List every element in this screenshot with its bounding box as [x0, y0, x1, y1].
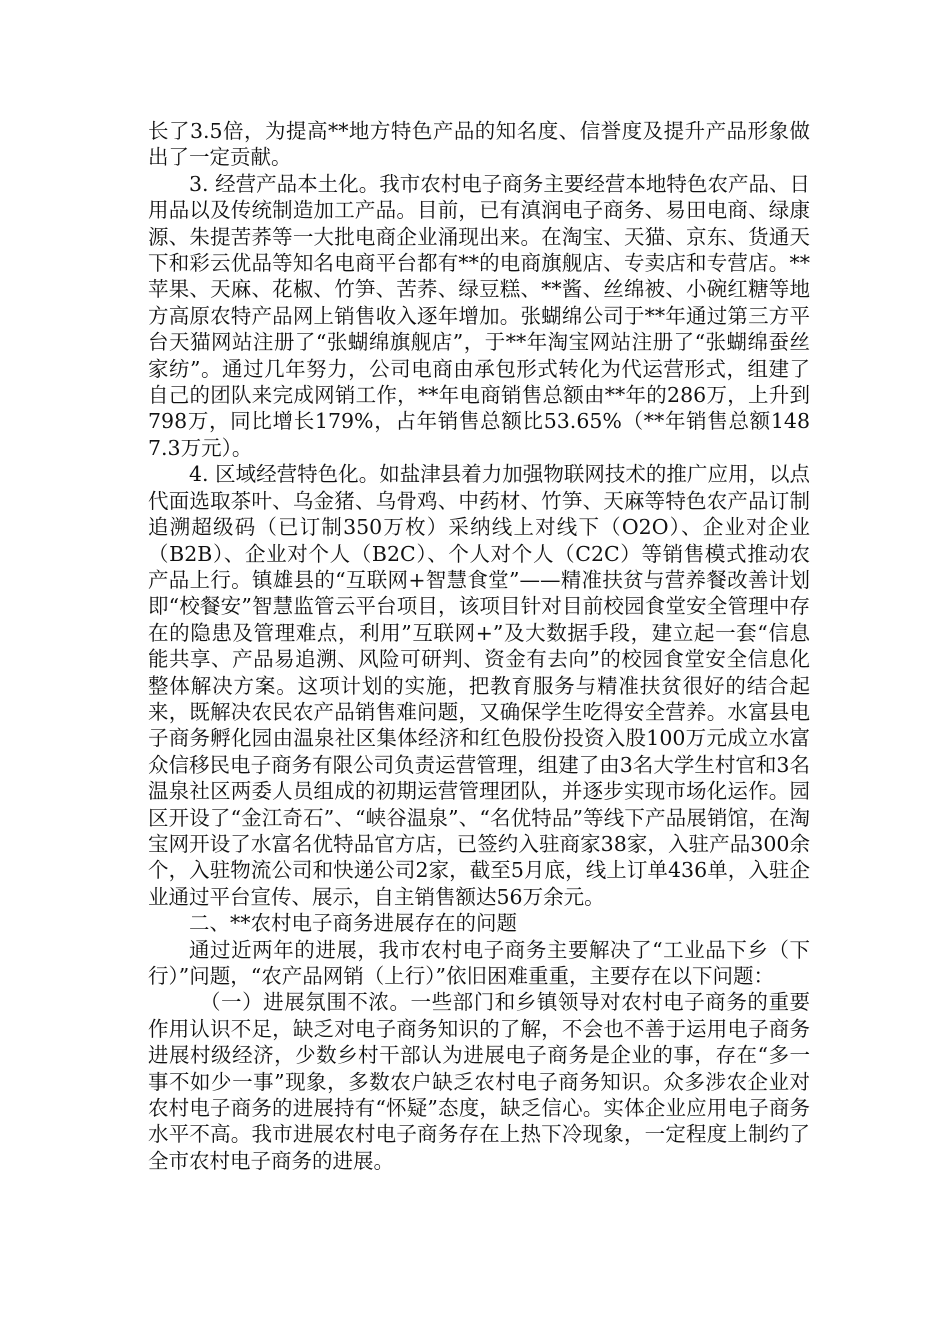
paragraph-problems-intro: 通过近两年的进展，我市农村电子商务主要解决了“工业品下乡（下行）”问题，“农产品网销（上行）”依旧困难重重，主要存在以下问题： [148, 937, 810, 988]
document-body [148, 118, 810, 1174]
paragraph-regional-features: 4. 区域经营特色化。如盐津县着力加强物联网技术的推广应用，以点代面选取茶叶、乌金猪、乌骨鸡、中药材、竹笋、天麻等特色农产品订制追溯超级码（已订制350万枚）采纳线上对线下（O2O）、企业对企业（B2B）、企业对个人（B2C）、个人对个人（C2C）等销售模式推动农产品上行。镇雄县的“互联网+智慧食堂”——精准扶贫与营养餐改善计划即“校餐安”智慧监管云平台项目，该项目针对目前校园食堂安全管理中存在的隐患及管理难点，利用”互联网+”及大数据手段，建立起一套“信息能共享、产品易追溯、风险可研判、资金有去向”的校园食堂安全信息化整体解决方案。这项计划的实施，把教育服务与精准扶贫很好的结合起来，既解决农民农产品销售难问题，又确保学生吃得安全营养。水富县电子商务孵化园由温泉社区集体经济和红色股份投资入股100万元成立水富众信移民电子商务有限公司负责运营管理，组建了由3名大学生村官和3名温泉社区两委人员组成的初期运营管理团队，并逐步实现市场化运作。园区开设了“金江奇石”、“峡谷温泉”、“名优特品”等线下产品展销馆，在淘宝网开设了水富名优特品官方店，已签约入驻商家38家，入驻产品300余个，入驻物流公司和快递公司2家，截至5月底，线上订单436单，入驻企业通过平台宣传、展示，自主销售额达56万余元。 [148, 462, 810, 909]
section-heading-problems: 二、**农村电子商务进展存在的问题 [189, 911, 517, 936]
paragraph-problem-atmosphere: （一）进展氛围不浓。一些部门和乡镇领导对农村电子商务的重要作用认识不足，缺乏对电子商务知识的了解，不会也不善于运用电子商务进展村级经济，少数乡村干部认为进展电子商务是企业的事，存在“多一事不如少一事”现象，多数农户缺乏农村电子商务知识。众多涉农企业对农村电子商务的进展持有“怀疑”态度，缺乏信心。实体企业应用电子商务水平不高。我市进展农村电子商务存在上热下冷现象，一定程度上制约了全市农村电子商务的进展。 [148, 990, 810, 1173]
paragraph-continuation: 长了3.5倍，为提高**地方特色产品的知名度、信誉度及提升产品形象做出了一定贡献。 [148, 119, 810, 170]
paragraph-local-products: 3. 经营产品本土化。我市农村电子商务主要经营本地特色农产品、日用品以及传统制造加工产品。目前，已有滇润电子商务、易田电商、绿康源、朱提苦荞等一大批电商企业涌现出来。在淘宝、天猫、京东、货通天下和彩云优品等知名电商平台都有**的电商旗舰店、专卖店和专营店。**苹果、天麻、花椒、竹笋、苦荞、绿豆糕、**酱、丝绵被、小碗红糖等地方高原农特产品网上销售收入逐年增加。张蝴绵公司于**年通过第三方平台天猫网站注册了“张蝴绵旗舰店”，于**年淘宝网站注册了“张蝴绵蚕丝家纺”。通过几年努力，公司电商由承包形式转化为代运营形式，组建了自己的团队来完成网销工作，**年电商销售总额由**年的286万，上升到798万，同比增长179%，占年销售总额比53.65%（**年销售总额1487.3万元）。 [148, 171, 810, 460]
